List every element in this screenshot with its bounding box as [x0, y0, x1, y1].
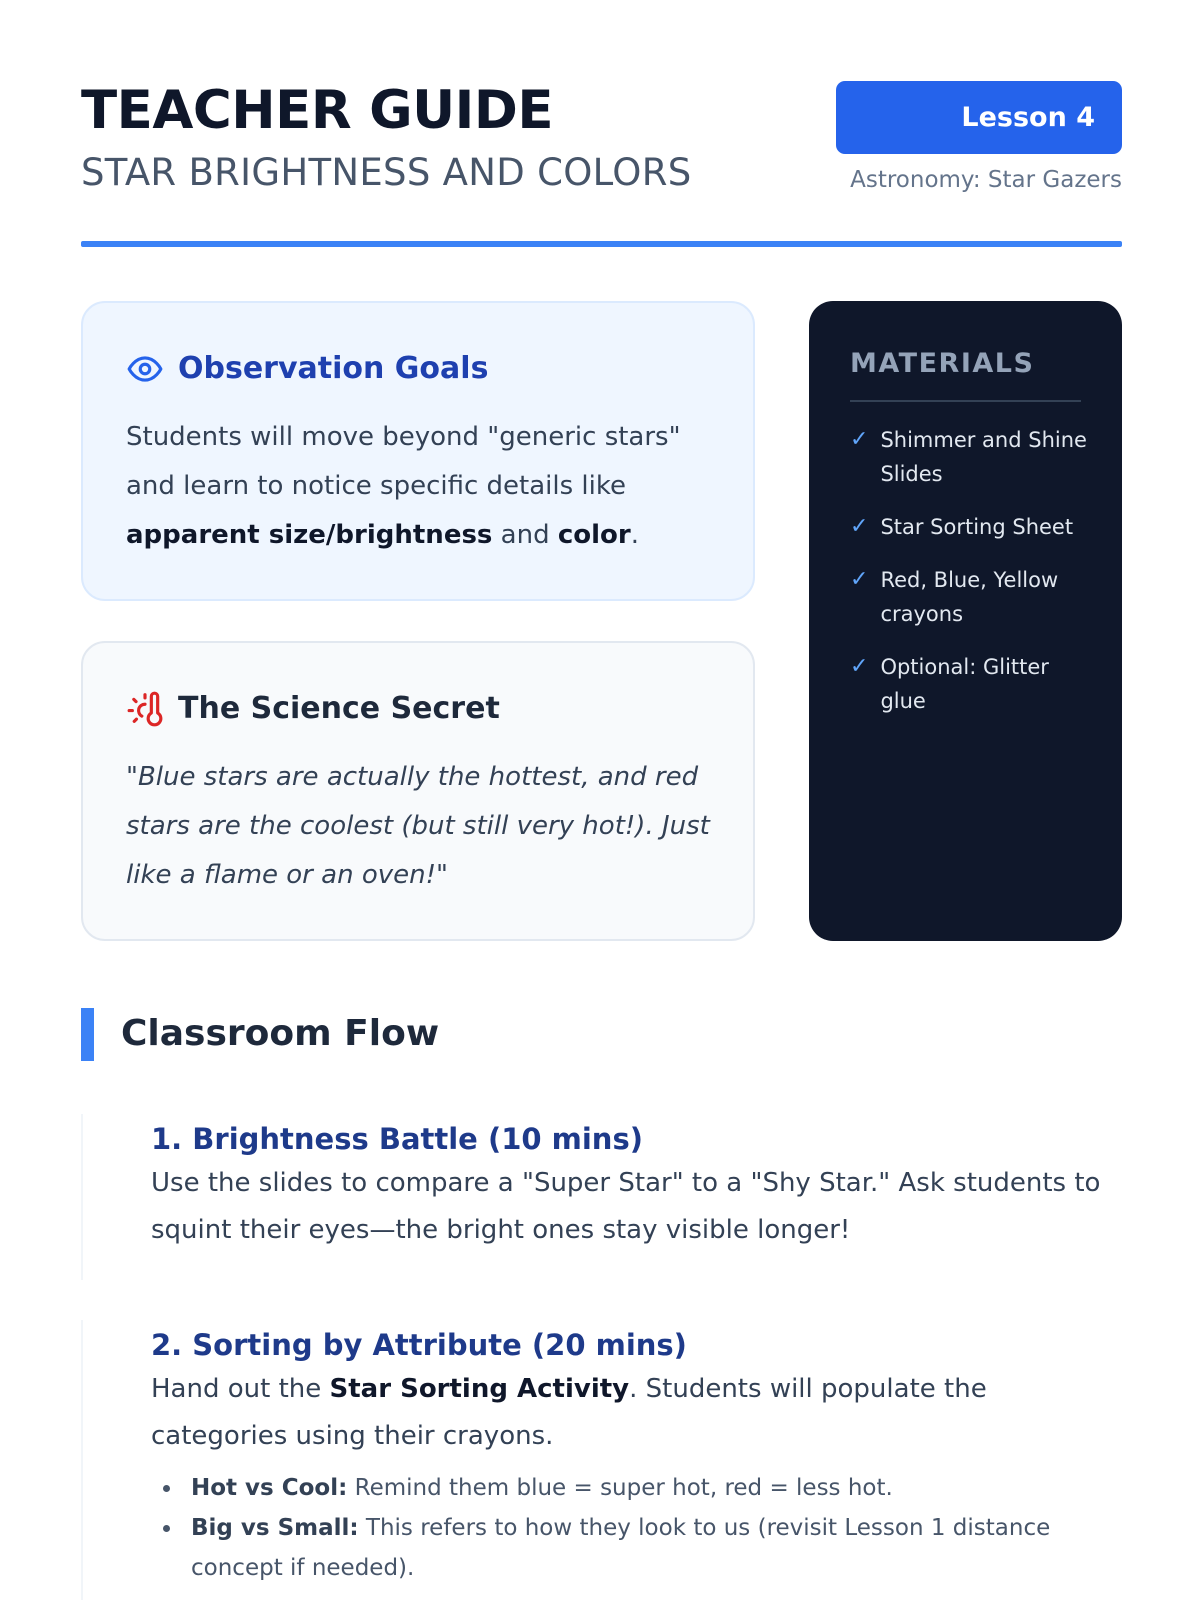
flow-step-1: [81, 1114, 1122, 1280]
goal-highlight-brightness: apparent size/brightness: [126, 520, 493, 550]
page-title: TEACHER GUIDE: [81, 80, 554, 141]
materials-item: [850, 510, 1090, 544]
list-item: Big vs Small: This refers to how they look to us (revisit Lesson 1 distance concept if needed).: [151, 1508, 1101, 1588]
materials-item-label: Optional: Glitter glue: [880, 655, 1049, 713]
observation-goals-title: Observation Goals: [178, 351, 489, 386]
science-secret-quote: "Blue stars are actually the hottest, and red stars are the coolest (but still very hot!). Just like a flame or an oven!": [126, 762, 710, 890]
science-secret-title: The Science Secret: [178, 691, 500, 726]
lesson-badge: [836, 81, 1122, 154]
observation-goals-heading: [126, 349, 488, 389]
materials-item-label: Star Sorting Sheet: [880, 515, 1074, 539]
materials-item-label: Shimmer and Shine Slides: [880, 428, 1087, 486]
step-text: Use the slides to compare a "Super Star" to a "Shy Star." Ask students to squint their eyes—the bright ones stay visible longer!: [151, 1168, 1101, 1245]
materials-list: [850, 423, 1090, 737]
step-bullet-list: [151, 1468, 1122, 1588]
activity-name: Star Sorting Activity: [329, 1374, 630, 1404]
step-text: Hand out the Star Sorting Activity. Students will populate the categories using their crayons.: [151, 1374, 987, 1451]
check-icon: ✓: [850, 514, 869, 539]
materials-item-label: Red, Blue, Yellow crayons: [880, 568, 1059, 626]
materials-item: [850, 563, 1090, 631]
eye-icon: [126, 350, 164, 388]
step-title: 1. Brightness Battle (10 mins): [151, 1122, 643, 1156]
check-icon: ✓: [850, 567, 869, 592]
header-divider: [81, 241, 1122, 247]
science-secret-card: [81, 641, 755, 941]
course-label: Astronomy: Star Gazers: [850, 167, 1122, 193]
step-title: 2. Sorting by Attribute (20 mins): [151, 1328, 687, 1362]
check-icon: ✓: [850, 427, 869, 452]
check-icon: ✓: [850, 654, 869, 679]
goal-highlight-color: color: [557, 520, 631, 550]
classroom-flow-heading: Classroom Flow: [121, 1013, 440, 1054]
flow-step-2: [81, 1320, 1122, 1600]
lesson-badge-label: Lesson 4: [961, 102, 1095, 133]
section-accent-bar: [81, 1008, 94, 1061]
page-subtitle: STAR BRIGHTNESS AND COLORS: [81, 151, 692, 194]
observation-goals-card: [81, 301, 755, 601]
thermometer-sun-icon: [126, 690, 164, 728]
materials-title: MATERIALS: [850, 348, 1035, 379]
materials-item: [850, 650, 1090, 718]
materials-item: [850, 423, 1090, 491]
list-item: Hot vs Cool: Remind them blue = super hot, red = less hot.: [151, 1468, 1101, 1508]
observation-goals-text: Students will move beyond "generic stars" and learn to notice specific details like apparent size/brightness and color.: [126, 422, 681, 550]
science-secret-heading: [126, 689, 500, 729]
materials-panel: [809, 301, 1122, 941]
materials-divider: [850, 400, 1081, 402]
